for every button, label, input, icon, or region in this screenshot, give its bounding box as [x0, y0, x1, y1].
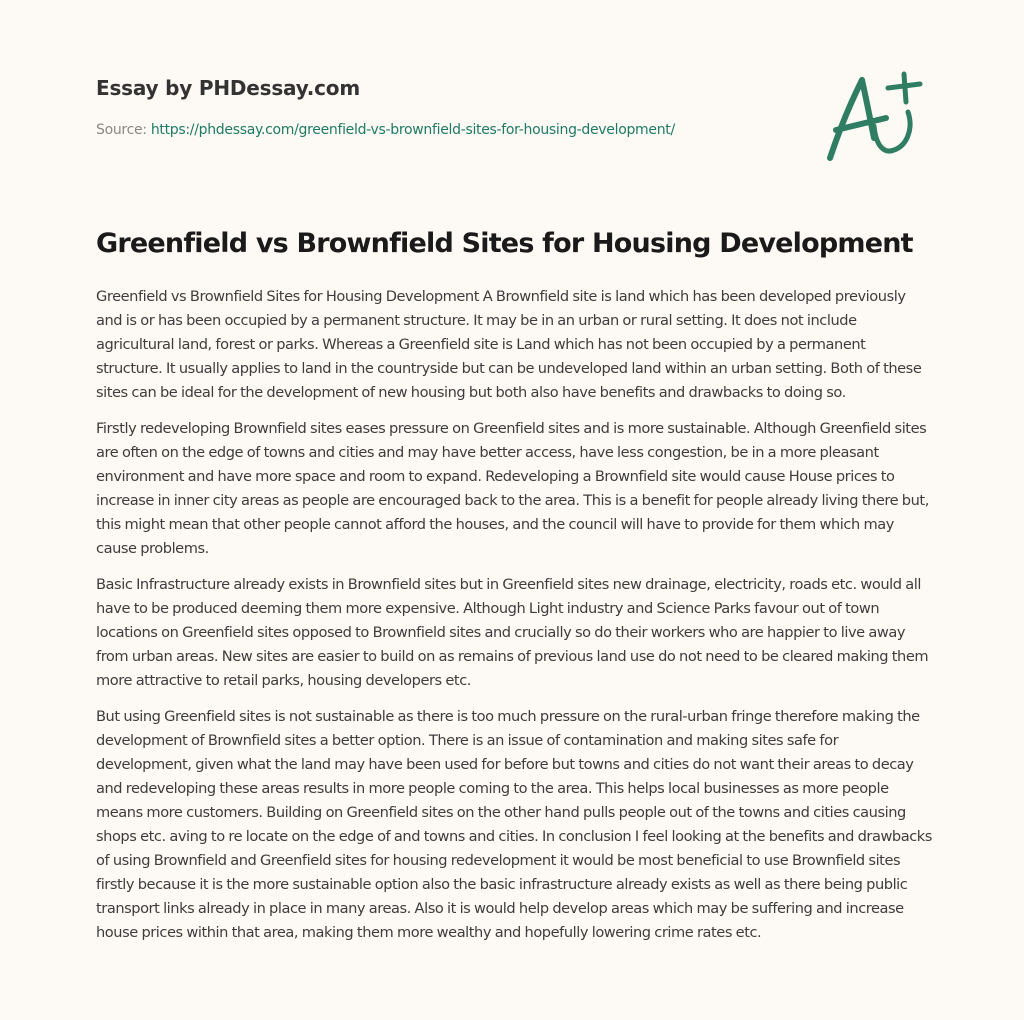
essay-paragraph: Firstly redeveloping Brownfield sites eases pressure on Greenfield sites and is more sustainable. Although Greenfield sites are often on the edge of towns and cities and may have better access, have less congestion, be in a more pleasant environment and have more space and room to expand. Redeveloping a Brownfield site would cause House prices to increase in inner city areas as people are encouraged back to the area. This is a benefit for people already living there but, this might mean that other people cannot afford the houses, and the council will have to provide for them which may cause problems. [96, 420, 929, 557]
document-header [96, 76, 796, 138]
essay-body [96, 285, 934, 957]
essay-paragraph: Greenfield vs Brownfield Sites for Housing Development A Brownfield site is land which has been developed previously and is or has been occupied by a permanent structure. It may be in an urban or rural setting. It does not include agricultural land, forest or parks. Whereas a Greenfield site is Land which has not been occupied by a permanent structure. It usually applies to land in the countryside but can be undeveloped land within an urban setting. Both of these sites can be ideal for the development of new housing but both also have benefits and drawbacks to doing so. [96, 288, 922, 401]
site-title: Essay by PHDessay.com [96, 76, 360, 100]
essay-title: Greenfield vs Brownfield Sites for Housing Development [96, 228, 913, 259]
source-link[interactable]: https://phdessay.com/greenfield-vs-brownfield-sites-for-housing-development/ [150, 122, 675, 138]
source-line [96, 122, 796, 138]
source-label: Source: [96, 122, 147, 138]
essay-paragraph: Basic Infrastructure already exists in Brownfield sites but in Greenfield sites new drainage, electricity, roads etc. would all have to be produced deeming them more expensive. Although Light industry and Science Parks favour out of town locations on Greenfield sites opposed to Brownfield sites and crucially so do their workers who are happier to live away from urban areas. New sites are easier to build on as remains of previous land use do not need to be cleared making them more attractive to retail parks, housing developers etc. [96, 576, 929, 689]
a-plus-grade-icon [822, 68, 930, 164]
essay-paragraph: But using Greenfield sites is not sustainable as there is too much pressure on the rural-urban fringe therefore making the development of Brownfield sites a better option. There is an issue of contamination and making sites safe for development, given what the land may have been used for before but towns and cities do not want their areas to decay and redeveloping these areas results in more people coming to the area. This helps local businesses as more people means more customers. Building on Greenfield sites on the other hand pulls people out of the towns and cities causing shops etc. aving to re locate on the edge of and towns and cities. In conclusion I feel looking at the benefits and drawbacks of using Brownfield and Greenfield sites for housing redevelopment it would be most beneficial to use Brownfield sites firstly because it is the more sustainable option also the basic infrastructure already exists as well as there being public transport links already in place in many areas. Also it is would help develop areas which may be suffering and increase house prices within that area, making them more wealthy and hopefully lowering crime rates etc. [96, 708, 932, 941]
